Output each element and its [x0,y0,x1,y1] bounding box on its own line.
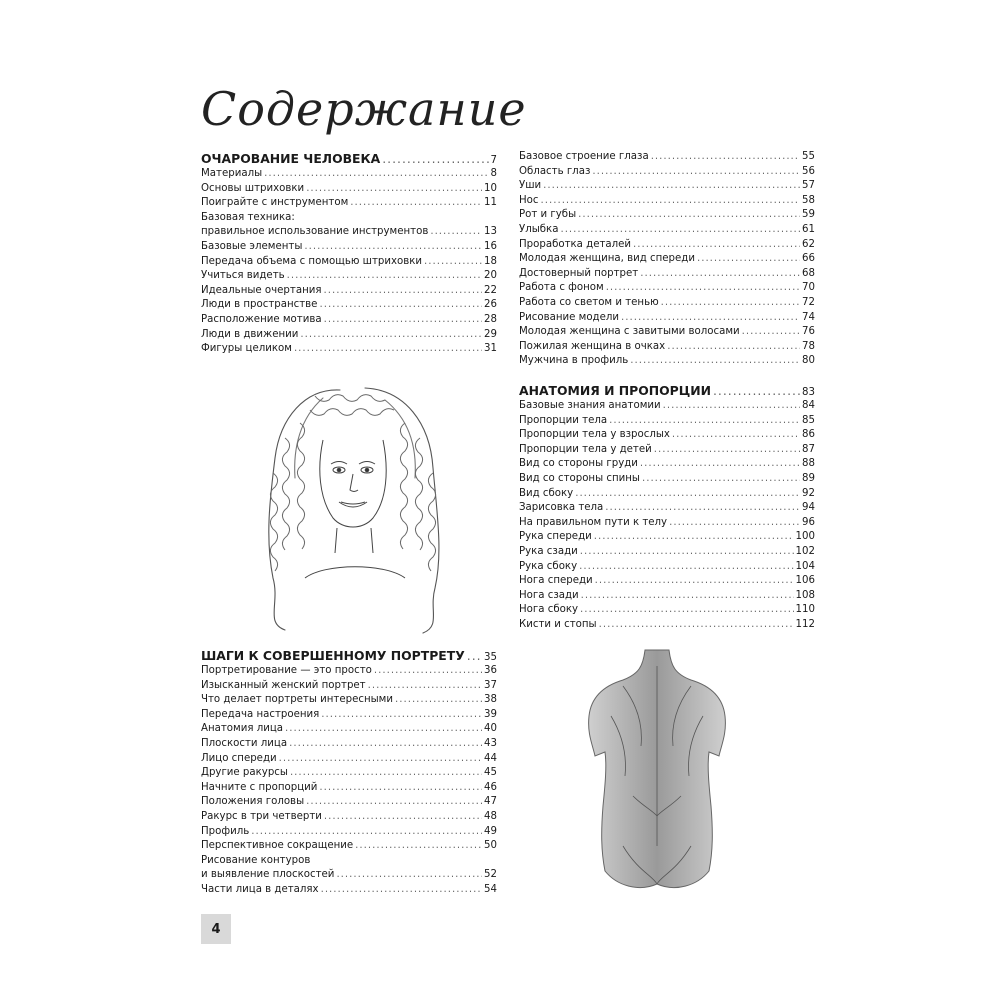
toc-entry-label: Рука сбоку [519,560,578,572]
toc-entry[interactable] [519,208,815,223]
toc-entry-label: Мужчина в профиль [519,355,629,367]
toc-entry-label: Перспективное сокращение [201,840,354,852]
toc-entry-page: 26 [484,299,497,311]
toc-entry[interactable] [519,472,815,487]
toc-entry-label: Начните с пропорций [201,781,318,793]
section-heading[interactable] [201,151,497,167]
toc-entry[interactable] [519,545,815,560]
leader-dots [669,516,800,531]
toc-entry-label: Молодая женщина, вид спереди [519,253,695,265]
toc-entry[interactable] [201,240,497,255]
toc-entry-label: Фигуры целиком [201,343,292,355]
toc-entry[interactable] [519,165,815,180]
toc-entry-label: Зарисовка тела [519,502,604,514]
leader-dots [713,383,800,399]
toc-entry-label: Проработка деталей [519,238,632,250]
toc-entry-page: 22 [484,284,497,296]
toc-entry-page: 78 [802,340,815,352]
leader-dots [368,679,482,694]
leader-dots [599,618,794,633]
toc-entry-label: Части лица в деталях [201,883,319,895]
leader-dots [541,194,801,209]
toc-entry-page: 88 [802,458,815,470]
toc-entry-label: Материалы [201,168,263,179]
toc-entry-page: 102 [795,545,815,557]
toc-entry[interactable] [519,414,815,429]
toc-entry-page: 84 [802,400,815,411]
leader-dots [294,342,482,357]
toc-entry-page: 13 [484,226,497,238]
toc-entry[interactable] [201,825,497,840]
toc-section-portrait-continued [519,150,815,369]
toc-entry-label: Портретирование — это просто [201,665,372,676]
toc-entry-page: 56 [802,165,815,177]
toc-entry[interactable] [201,693,497,708]
toc-entry[interactable] [201,781,497,796]
toc-entry[interactable] [519,354,815,369]
toc-entry-page: 8 [490,168,497,179]
toc-entry-page: 20 [484,270,497,282]
toc-entry-label: Основы штриховки [201,182,305,194]
toc-entry-page: 45 [484,767,497,779]
leader-dots [321,883,482,898]
leader-dots [592,165,800,180]
leader-dots [579,560,793,575]
toc-entry[interactable] [201,737,497,752]
toc-entry-page: 29 [484,328,497,340]
toc-entry[interactable] [519,603,815,618]
toc-entry-page: 44 [484,752,497,764]
toc-entry[interactable] [519,501,815,516]
toc-entry-label: Работа со светом и тенью [519,296,659,308]
toc-entry-page: 72 [802,296,815,308]
toc-entry-page: 11 [484,197,497,209]
leader-dots [580,545,794,560]
toc-entry-page: 16 [484,240,497,252]
leader-dots [595,574,794,589]
toc-entry[interactable] [519,296,815,311]
toc-entry-page: 54 [484,883,497,895]
toc-entry-label: Рисование контуров [201,854,311,866]
leader-dots [654,443,800,458]
toc-entry-label: Плоскости лица [201,737,288,749]
leader-dots [633,238,800,253]
toc-entry-page: 50 [484,840,497,852]
toc-entry-label: Нога сзади [519,589,579,601]
toc-entry[interactable] [201,854,497,869]
toc-entry[interactable] [519,179,815,194]
toc-entry[interactable] [201,722,497,737]
toc-entry[interactable] [201,211,497,226]
leader-dots [609,414,800,429]
toc-entry-page: 28 [484,313,497,325]
toc-entry-label: Рука спереди [519,531,592,543]
toc-entry-label: Область глаз [519,165,591,177]
toc-entry[interactable] [519,311,815,326]
toc-entry-label: Уши [519,180,542,192]
toc-entry[interactable] [201,708,497,723]
toc-entry-label: Рисование модели [519,311,619,323]
toc-entry[interactable] [519,194,815,209]
leader-dots [251,825,482,840]
leader-dots [661,296,800,311]
toc-entry-label: Пропорции тела у детей [519,443,652,455]
toc-entry-page: 89 [802,472,815,484]
leader-dots [630,354,800,369]
toc-entry[interactable] [519,399,815,414]
portrait-sketch-illustration [245,378,460,640]
toc-entry[interactable] [519,252,815,267]
leader-dots [581,589,794,604]
toc-entry[interactable] [201,284,497,299]
toc-entry-page: 68 [802,267,815,279]
toc-entry-page: 110 [795,604,815,616]
section-heading-page: 83 [802,387,815,398]
leader-dots [304,240,482,255]
toc-entry-label: Базовое строение глаза [519,151,649,162]
toc-entry-label: Другие ракурсы [201,767,288,779]
leader-dots [663,399,800,414]
toc-entry-label: Рот и губы [519,209,577,221]
toc-entry-page: 31 [484,343,497,355]
leader-dots [336,868,482,883]
toc-entry-label: Улыбка [519,223,559,235]
leader-dots [306,795,482,810]
toc-entry[interactable] [201,795,497,810]
toc-entry-page: 66 [802,253,815,265]
toc-entry[interactable] [519,325,815,340]
leader-dots [651,150,800,165]
toc-entry-page: 80 [802,355,815,367]
leader-dots [594,530,794,545]
toc-section-charm [201,151,497,357]
toc-entry[interactable] [519,457,815,472]
toc-entry-page: 10 [484,182,497,194]
toc-entry-page: 104 [795,560,815,572]
toc-entry-label: Кисти и стопы [519,618,597,630]
toc-entry[interactable] [519,238,815,253]
leader-dots [621,311,800,326]
leader-dots [287,269,482,284]
leader-dots [319,781,482,796]
leader-dots [382,151,488,167]
toc-entry-label: правильное использование инструментов [201,226,429,238]
section-heading-page: 7 [490,155,497,166]
section-heading-label: ОЧАРОВАНИЕ ЧЕЛОВЕКА [201,151,381,166]
toc-entry-label: Люди в пространстве [201,299,318,311]
toc-entry-page: 76 [802,326,815,338]
leader-dots [640,267,800,282]
toc-entry-label: Профиль [201,825,250,837]
toc-entry[interactable] [519,574,815,589]
toc-entry-label: Вид со стороны груди [519,458,638,470]
leader-dots [319,298,482,313]
toc-entry-page: 43 [484,737,497,749]
toc-entry[interactable] [201,269,497,284]
toc-entry[interactable] [201,664,497,679]
toc-entry-page: 38 [484,694,497,706]
toc-entry-label: Рука сзади [519,545,578,557]
toc-entry-page: 61 [802,223,815,235]
toc-section-anatomy [519,383,815,633]
toc-entry[interactable] [519,560,815,575]
page-number-badge: 4 [201,914,231,944]
toc-entry-page: 39 [484,708,497,720]
toc-section-portrait [201,648,497,898]
toc-entry-label: Расположение мотива [201,313,322,325]
toc-entry-page: 85 [802,414,815,426]
toc-entry-label: Базовая техника: [201,211,295,223]
leader-dots [285,722,482,737]
leader-dots [667,340,800,355]
toc-entry-page: 62 [802,238,815,250]
leader-dots [672,428,800,443]
toc-entry-label: Передача объема с помощью штриховки [201,255,423,267]
toc-entry-page: 74 [802,311,815,323]
toc-entry-label: Идеальные очертания [201,284,322,296]
leader-dots [640,457,800,472]
leader-dots [642,472,800,487]
toc-entry[interactable] [201,313,497,328]
toc-entry[interactable] [201,679,497,694]
toc-entry-page: 96 [802,516,815,528]
toc-entry-label: Лицо спереди [201,752,277,764]
toc-entry-page: 94 [802,502,815,514]
toc-entry[interactable] [201,883,497,898]
toc-entry-page: 40 [484,723,497,735]
toc-entry[interactable] [201,839,497,854]
toc-entry[interactable] [519,428,815,443]
leader-dots [264,167,488,182]
toc-entry-page: 59 [802,209,815,221]
toc-entry-label: Молодая женщина с завитыми волосами [519,326,740,338]
toc-entry-page: 47 [484,796,497,808]
toc-entry[interactable] [201,255,497,270]
leader-dots [430,225,482,240]
leader-dots [578,208,800,223]
toc-entry-label: Вид сбоку [519,487,574,499]
toc-entry-label: Ракурс в три четверти [201,810,322,822]
toc-entry[interactable] [201,196,497,211]
toc-entry[interactable] [201,766,497,781]
leader-dots [605,501,800,516]
toc-entry[interactable] [519,530,815,545]
toc-entry-page: 58 [802,194,815,206]
toc-entry[interactable] [519,223,815,238]
toc-entry-page: 18 [484,255,497,267]
leader-dots [279,752,482,767]
toc-entry-label: Анатомия лица [201,723,284,735]
leader-dots [742,325,800,340]
leader-dots [697,252,800,267]
toc-entry-page: 108 [795,589,815,601]
toc-entry[interactable] [201,298,497,313]
back-anatomy-illustration [583,646,731,896]
toc-entry-label: Работа с фоном [519,282,604,294]
toc-entry-label: Достоверный портрет [519,267,639,279]
toc-entry[interactable] [519,443,815,458]
toc-entry[interactable] [519,281,815,296]
toc-entry-page: 48 [484,810,497,822]
toc-entry[interactable] [201,868,497,883]
toc-entry-page: 49 [484,825,497,837]
leader-dots [324,313,482,328]
leader-dots [321,708,482,723]
toc-entry-label: Изысканный женский портрет [201,679,366,691]
toc-entry[interactable] [201,167,497,182]
leader-dots [560,223,800,238]
toc-entry-label: Пропорции тела [519,414,608,426]
toc-entry-page: 57 [802,180,815,192]
toc-entry[interactable] [201,328,497,343]
toc-entry-page: 106 [795,575,815,587]
page-title: Содержание [201,82,527,136]
toc-entry[interactable] [201,752,497,767]
toc-entry[interactable] [519,516,815,531]
leader-dots [395,693,482,708]
toc-entry-label: Нога сбоку [519,604,579,616]
toc-entry-label: Пропорции тела у взрослых [519,429,670,441]
toc-entry[interactable] [201,810,497,825]
toc-entry-label: Нос [519,194,539,206]
toc-entry-page: 37 [484,679,497,691]
leader-dots [424,255,482,270]
toc-entry-label: Вид со стороны спины [519,472,640,484]
toc-entry-label: Нога спереди [519,575,593,587]
toc-entry-page: 112 [795,618,815,630]
toc-entry-label: Пожилая женщина в очках [519,340,666,352]
leader-dots [324,810,482,825]
toc-entry-page: 46 [484,781,497,793]
leader-dots [350,196,482,211]
toc-entry[interactable] [519,267,815,282]
toc-entry-page: 55 [802,151,815,162]
toc-entry-label: Учиться видеть [201,270,285,282]
toc-entry[interactable] [201,342,497,357]
toc-entry[interactable] [519,618,815,633]
leader-dots [300,328,482,343]
toc-entry[interactable] [519,487,815,502]
leader-dots [289,737,482,752]
toc-entry-label: Что делает портреты интересными [201,694,393,706]
section-heading[interactable] [519,383,815,399]
section-heading-label: АНАТОМИЯ И ПРОПОРЦИИ [519,383,711,398]
toc-entry[interactable] [519,340,815,355]
toc-entry[interactable] [201,182,497,197]
leader-dots [575,487,800,502]
section-heading-page: 35 [484,652,497,663]
toc-entry[interactable] [201,225,497,240]
toc-entry-label: Передача настроения [201,708,320,720]
toc-entry-label: Люди в движении [201,328,299,340]
toc-entry[interactable] [519,589,815,604]
leader-dots [306,182,482,197]
toc-entry-label: Положения головы [201,796,305,808]
leader-dots [467,648,482,664]
toc-entry-label: Базовые знания анатомии [519,400,661,411]
toc-entry-label: Базовые элементы [201,240,303,252]
toc-entry-label: и выявление плоскостей [201,869,335,881]
toc-entry-page: 100 [795,531,815,543]
section-heading[interactable] [201,648,497,664]
leader-dots [355,839,482,854]
leader-dots [290,766,482,781]
leader-dots [374,664,482,679]
section-heading-label: ШАГИ К СОВЕРШЕННОМУ ПОРТРЕТУ [201,648,465,663]
toc-entry[interactable] [519,150,815,165]
toc-entry-page: 87 [802,443,815,455]
leader-dots [543,179,800,194]
toc-entry-page: 92 [802,487,815,499]
leader-dots [580,603,794,618]
leader-dots [323,284,482,299]
toc-entry-page: 52 [484,869,497,881]
leader-dots [606,281,800,296]
toc-entry-label: На правильном пути к телу [519,516,668,528]
toc-entry-page: 36 [484,665,497,676]
toc-entry-label: Поиграйте с инструментом [201,197,349,209]
toc-entry-page: 70 [802,282,815,294]
toc-entry-page: 86 [802,429,815,441]
